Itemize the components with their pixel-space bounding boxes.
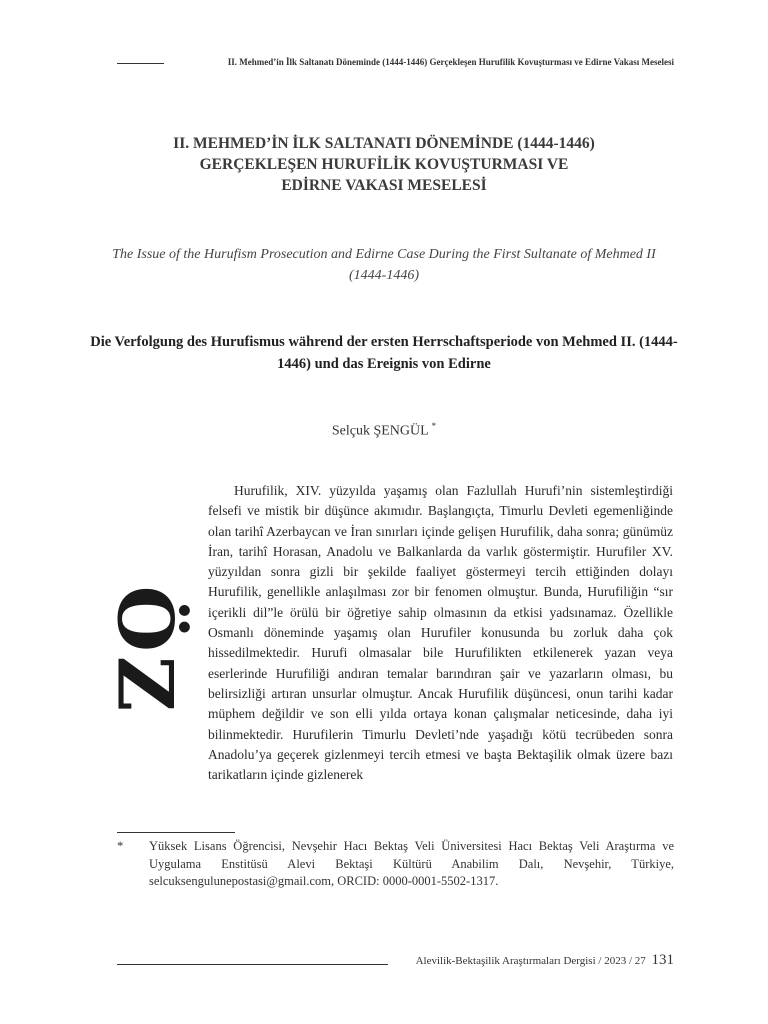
section-label: ÖZ [100, 585, 190, 715]
running-head: II. Mehmed’in İlk Saltanatı Döneminde (1444-1446) Gerçekleşen Hurufilik Kovuşturması ve Edirne Vakası Meselesi [227, 57, 674, 67]
footnote-mark: * [117, 839, 124, 853]
footnote [117, 838, 674, 891]
page-footer [416, 952, 674, 969]
title-line-3: EDİRNE VAKASI MESELESİ [281, 177, 487, 194]
abstract-paragraph: Hurufilik, XIV. yüzyılda yaşamış olan Fazlullah Hurufi’nin sistemleştirdiği felsefi ve mistik bir düşünce akımıdır. Başlangıçta, Timurlu Devleti egemenliğinde olan tarihî Azerbaycan ve İran sınırları içinde gelişen Hurufilik, daha sonra; günümüz İran, tarihî Horasan, Anadolu ve Balkanlarda da varlık göstermiştir. Hurufiler XV. yüzyıldan sonra gizli bir şekilde faaliyet göstermeyi tercih ettiğinden dolayı Hurufilik, genellikle anlaşılması zor bir fenomen olmuştur. Bunda, Hurufiliğin “sır içerikli dil”le örülü bir öğretiye sahip olmasının da etkisi yadsınamaz. Özellikle Osmanlı döneminde yaşamış olan Hurufiler konusunda bu zorluk daha çok hissedilmektedir. Hurufi olmasalar bile Hurufilikten etkilenerek yazan veya eserlerinde Hurufiliği andıran temalar barındıran şair ve yazarların olması, bu belirsizliği artıran unsurlar olmuştur. Ancak Hurufilik düşüncesi, onun tarihi kadar müphem değildir ve son elli yılda ortaya konan çalışmalar neticesinde, daha iyi bilinmektedir. Hurufilerin Timurlu Devleti’nde yaşadığı kötü tecrübeden sonra Anadolu’ya geçerek gizlenmeyi tercih etmesi ve başta Bektaşilik olmak üzere bazı tarikatların içinde gizlenerek [208, 483, 673, 783]
article-title [90, 133, 678, 196]
author-name: Selçuk ŞENGÜL [331, 423, 429, 439]
title-line-2: GERÇEKLEŞEN HURUFİLİK KOVUŞTURMASI VE [199, 156, 569, 173]
footnote-text: Yüksek Lisans Öğrencisi, Nevşehir Hacı Bektaş Veli Üniversitesi Hacı Bektaş Veli Araştırma ve Uygulama Enstitüsü Alevi Bektaşi Kültürü Anabilim Dalı, Nevşehir, Türkiye, selcuksengulunepostasi@gmail.com, ORCID: 0000-0001-5502-1317. [149, 839, 674, 888]
author-line [0, 421, 768, 440]
english-title: The Issue of the Hurufism Prosecution and Edirne Case During the First Sultanate of Mehmed II (1444-1446) [112, 247, 656, 283]
german-title: Die Verfolgung des Hurufismus während der ersten Herrschaftsperiode von Mehmed II. (1444-1446) und das Ereignis von Edirne [90, 334, 678, 372]
section-label-container [100, 560, 190, 740]
footer-rule [117, 964, 388, 965]
title-line-1: II. MEHMED’İN İLK SALTANATI DÖNEMİNDE (1444-1446) [173, 135, 595, 152]
author-footnote-mark[interactable]: * [431, 421, 437, 431]
page-number: 131 [651, 952, 674, 968]
header-rule [117, 63, 164, 64]
footnote-rule [117, 832, 235, 833]
journal-name: Alevilik-Bektaşilik Araştırmaları Dergisi / 2023 / 27 [415, 955, 646, 967]
